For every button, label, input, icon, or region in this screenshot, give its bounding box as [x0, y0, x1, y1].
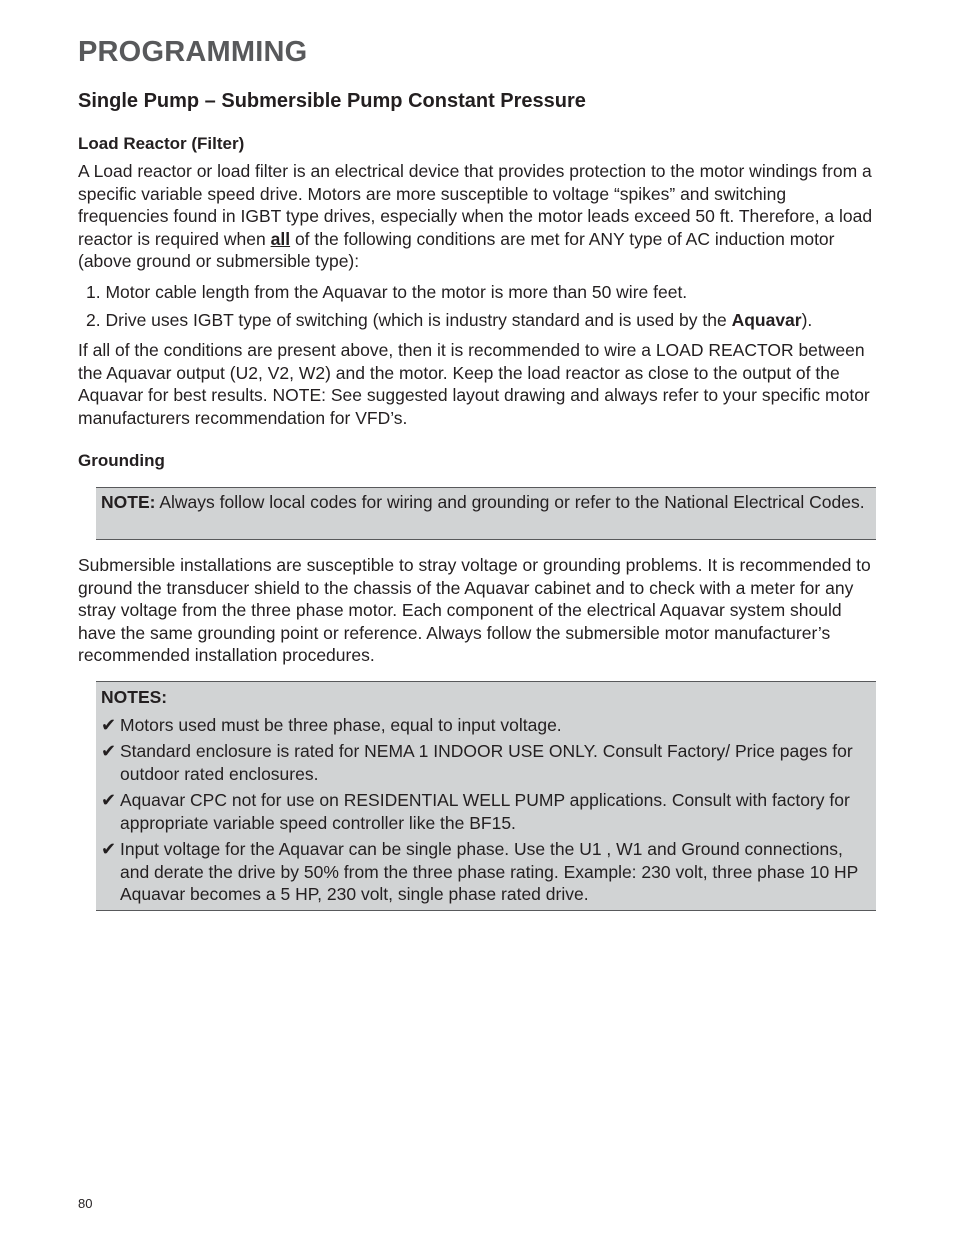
section-subtitle: Single Pump – Submersible Pump Constant Pressure	[78, 90, 586, 112]
list-item	[78, 309, 878, 332]
list-number: 2.	[86, 309, 101, 330]
note-item-text: Motors used must be three phase, equal to input voltage.	[120, 714, 562, 735]
conditions-list	[78, 281, 878, 332]
emphasis-all: all	[270, 228, 291, 249]
list-number: 1.	[86, 281, 101, 302]
page-title: PROGRAMMING	[78, 36, 308, 68]
load-reactor-section	[78, 134, 878, 429]
note-item	[101, 714, 872, 737]
grounding-title: Grounding	[78, 451, 165, 470]
check-icon: ✔	[101, 839, 117, 859]
note-text: Always follow local codes for wiring and grounding or refer to the National Electrical Codes.	[155, 492, 865, 512]
para-text-1: A Load reactor or load filter is an electrical device that provides protection to the motor windings from a specific variable speed drive. Motors are more susceptible to voltage “spikes” and switching frequencies found in IGBT type drives, especially when the motor leads exceed 50 ft. Therefore, a load reactor is required when	[78, 161, 873, 249]
list-bold-text: Aquavar	[731, 309, 802, 330]
check-icon: ✔	[101, 790, 117, 810]
load-reactor-paragraph	[78, 160, 878, 273]
check-icon: ✔	[101, 714, 117, 735]
check-icon: ✔	[101, 741, 117, 761]
note-item	[101, 838, 872, 906]
note-label: NOTE:	[101, 492, 156, 512]
list-tail: ).	[801, 309, 813, 330]
load-reactor-title: Load Reactor (Filter)	[78, 134, 245, 153]
grounding-title-block	[78, 451, 878, 471]
load-reactor-paragraph-2: If all of the conditions are present above, then it is recommended to wire a LOAD REACTOR between the Aquavar output (U2, V2, W2) and the motor. Keep the load reactor as close to the output of the Aquavar for best results. NOTE: See suggested layout drawing and always refer to your specific motor manufacturers recommendation for VFD’s.	[78, 340, 870, 428]
para-text-2: of the following conditions are met for ANY type of AC induction motor (above ground or submersible type):	[78, 228, 835, 271]
grounding-note	[101, 491, 872, 514]
grounding-paragraph: Submersible installations are susceptible to stray voltage or grounding problems. It is recommended to ground the transducer shield to the chassis of the Aquavar cabinet and to check with a meter for any stray voltage from the three phase motor. Each component of the electrical Aquavar system should have the same grounding point or reference. Always follow the submersible motor manufacturer’s recommended installation procedures.	[78, 555, 871, 665]
notes-title: NOTES:	[101, 687, 168, 707]
list-text: Drive uses IGBT type of switching (which is industry standard and is used by the	[105, 309, 732, 330]
grounding-note-box	[96, 487, 876, 540]
note-item-text: Aquavar CPC not for use on RESIDENTIAL WELL PUMP applications. Consult with factory for appropriate variable speed controller like the BF15.	[120, 790, 850, 833]
list-item	[78, 281, 878, 304]
note-item	[101, 740, 872, 785]
note-item	[101, 789, 872, 834]
notes-box	[96, 681, 876, 911]
list-text: Motor cable length from the Aquavar to the motor is more than 50 wire feet.	[105, 281, 688, 302]
page-number: 80	[78, 1196, 93, 1211]
note-item-text: Standard enclosure is rated for NEMA 1 INDOOR USE ONLY. Consult Factory/ Price pages for outdoor rated enclosures.	[120, 741, 853, 784]
grounding-section	[78, 554, 878, 667]
note-item-text: Input voltage for the Aquavar can be single phase. Use the U1 , W1 and Ground connections, and derate the drive by 50% from the three phase rating. Example: 230 volt, three phase 10 HP Aquavar becomes a 5 HP, 230 volt, single phase rated drive.	[120, 839, 859, 904]
